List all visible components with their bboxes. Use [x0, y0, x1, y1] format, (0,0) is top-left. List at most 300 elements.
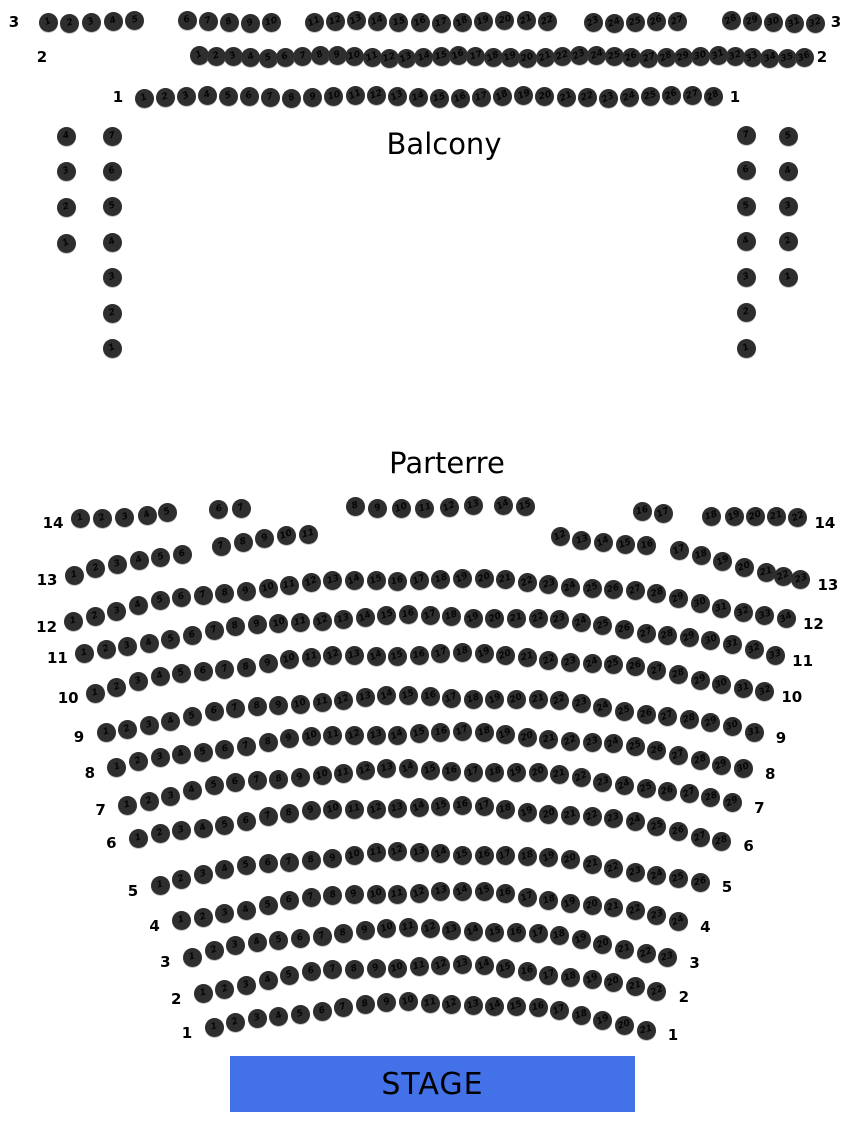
- seat[interactable]: [140, 634, 159, 653]
- seat[interactable]: [232, 499, 251, 518]
- seat[interactable]: [388, 726, 407, 745]
- seat[interactable]: [345, 571, 364, 590]
- seat[interactable]: [259, 971, 278, 990]
- seat[interactable]: [501, 48, 520, 67]
- seat[interactable]: [453, 13, 472, 32]
- seat[interactable]: [622, 48, 641, 67]
- seat[interactable]: [442, 921, 461, 940]
- seat[interactable]: [737, 339, 756, 358]
- seat[interactable]: [207, 47, 226, 66]
- seat[interactable]: [670, 541, 689, 560]
- seat[interactable]: [485, 997, 504, 1016]
- seat[interactable]: [475, 723, 494, 742]
- seat[interactable]: [219, 87, 238, 106]
- seat[interactable]: [240, 87, 259, 106]
- seat[interactable]: [172, 745, 191, 764]
- seat[interactable]: [367, 571, 386, 590]
- seat[interactable]: [97, 723, 116, 742]
- seat[interactable]: [518, 962, 537, 981]
- seat[interactable]: [323, 726, 342, 745]
- seat[interactable]: [615, 776, 634, 795]
- seat[interactable]: [115, 508, 134, 527]
- seat[interactable]: [237, 658, 256, 677]
- seat[interactable]: [103, 197, 122, 216]
- seat[interactable]: [313, 927, 332, 946]
- seat[interactable]: [130, 551, 149, 570]
- seat[interactable]: [205, 1018, 224, 1037]
- seat[interactable]: [118, 796, 137, 815]
- seat[interactable]: [538, 12, 557, 31]
- seat[interactable]: [237, 976, 256, 995]
- seat[interactable]: [151, 748, 170, 767]
- seat[interactable]: [743, 48, 762, 67]
- seat[interactable]: [495, 11, 514, 30]
- seat[interactable]: [496, 846, 515, 865]
- seat[interactable]: [647, 906, 666, 925]
- seat[interactable]: [377, 686, 396, 705]
- seat[interactable]: [377, 606, 396, 625]
- seat[interactable]: [605, 47, 624, 66]
- seat[interactable]: [529, 998, 548, 1017]
- seat[interactable]: [755, 606, 774, 625]
- seat[interactable]: [615, 620, 634, 639]
- seat[interactable]: [723, 717, 742, 736]
- seat[interactable]: [442, 689, 461, 708]
- seat[interactable]: [172, 664, 191, 683]
- seat[interactable]: [517, 11, 536, 30]
- seat[interactable]: [39, 13, 58, 32]
- seat[interactable]: [259, 854, 278, 873]
- seat[interactable]: [572, 613, 591, 632]
- seat[interactable]: [82, 13, 101, 32]
- seat[interactable]: [194, 586, 213, 605]
- seat[interactable]: [302, 573, 321, 592]
- seat[interactable]: [464, 609, 483, 628]
- seat[interactable]: [104, 12, 123, 31]
- seat[interactable]: [507, 923, 526, 942]
- seat[interactable]: [737, 268, 756, 287]
- seat[interactable]: [377, 759, 396, 778]
- seat[interactable]: [683, 86, 702, 105]
- seat[interactable]: [269, 770, 288, 789]
- seat[interactable]: [347, 11, 366, 30]
- seat[interactable]: [626, 863, 645, 882]
- seat[interactable]: [269, 614, 288, 633]
- seat[interactable]: [367, 726, 386, 745]
- seat[interactable]: [302, 801, 321, 820]
- seat[interactable]: [529, 690, 548, 709]
- seat[interactable]: [248, 771, 267, 790]
- seat[interactable]: [570, 46, 589, 65]
- seat[interactable]: [64, 612, 83, 631]
- seat[interactable]: [464, 496, 483, 515]
- seat[interactable]: [161, 787, 180, 806]
- seat[interactable]: [356, 921, 375, 940]
- seat[interactable]: [399, 992, 418, 1011]
- seat[interactable]: [725, 507, 744, 526]
- seat[interactable]: [118, 720, 137, 739]
- seat[interactable]: [421, 761, 440, 780]
- seat[interactable]: [431, 723, 450, 742]
- seat[interactable]: [764, 13, 783, 32]
- seat[interactable]: [691, 751, 710, 770]
- seat[interactable]: [190, 46, 209, 65]
- seat[interactable]: [103, 162, 122, 181]
- seat[interactable]: [259, 733, 278, 752]
- seat[interactable]: [432, 14, 451, 33]
- seat[interactable]: [578, 88, 597, 107]
- seat[interactable]: [363, 48, 382, 67]
- seat[interactable]: [584, 13, 603, 32]
- seat[interactable]: [734, 759, 753, 778]
- seat[interactable]: [493, 87, 512, 106]
- seat[interactable]: [453, 643, 472, 662]
- seat[interactable]: [583, 579, 602, 598]
- seat[interactable]: [86, 684, 105, 703]
- seat[interactable]: [647, 741, 666, 760]
- seat[interactable]: [669, 746, 688, 765]
- seat[interactable]: [442, 995, 461, 1014]
- seat[interactable]: [118, 637, 137, 656]
- seat[interactable]: [215, 860, 234, 879]
- seat[interactable]: [518, 888, 537, 907]
- seat[interactable]: [496, 725, 515, 744]
- seat[interactable]: [282, 89, 301, 108]
- seat[interactable]: [334, 691, 353, 710]
- seat[interactable]: [583, 807, 602, 826]
- seat[interactable]: [323, 571, 342, 590]
- seat[interactable]: [410, 724, 429, 743]
- seat[interactable]: [377, 993, 396, 1012]
- seat[interactable]: [777, 609, 796, 628]
- seat[interactable]: [680, 784, 699, 803]
- seat[interactable]: [368, 499, 387, 518]
- seat[interactable]: [324, 87, 343, 106]
- seat[interactable]: [313, 612, 332, 631]
- seat[interactable]: [161, 712, 180, 731]
- seat[interactable]: [760, 49, 779, 68]
- seat[interactable]: [791, 570, 810, 589]
- seat[interactable]: [779, 232, 798, 251]
- seat[interactable]: [305, 13, 324, 32]
- seat[interactable]: [713, 552, 732, 571]
- seat[interactable]: [550, 765, 569, 784]
- seat[interactable]: [507, 997, 526, 1016]
- seat[interactable]: [658, 707, 677, 726]
- seat[interactable]: [743, 12, 762, 31]
- seat[interactable]: [172, 870, 191, 889]
- seat[interactable]: [293, 47, 312, 66]
- seat[interactable]: [626, 737, 645, 756]
- seat[interactable]: [626, 901, 645, 920]
- seat[interactable]: [518, 648, 537, 667]
- seat[interactable]: [259, 896, 278, 915]
- seat[interactable]: [475, 644, 494, 663]
- seat[interactable]: [215, 816, 234, 835]
- seat[interactable]: [107, 602, 126, 621]
- seat[interactable]: [226, 617, 245, 636]
- seat[interactable]: [637, 1021, 656, 1040]
- seat[interactable]: [633, 502, 652, 521]
- seat[interactable]: [723, 635, 742, 654]
- seat[interactable]: [103, 304, 122, 323]
- seat[interactable]: [356, 761, 375, 780]
- seat[interactable]: [215, 980, 234, 999]
- seat[interactable]: [410, 843, 429, 862]
- seat[interactable]: [421, 919, 440, 938]
- seat[interactable]: [496, 570, 515, 589]
- seat[interactable]: [669, 912, 688, 931]
- seat[interactable]: [269, 1007, 288, 1026]
- seat[interactable]: [583, 654, 602, 673]
- seat[interactable]: [518, 728, 537, 747]
- seat[interactable]: [129, 752, 148, 771]
- seat[interactable]: [616, 535, 635, 554]
- seat[interactable]: [151, 591, 170, 610]
- seat[interactable]: [248, 1009, 267, 1028]
- seat[interactable]: [593, 1011, 612, 1030]
- seat[interactable]: [261, 88, 280, 107]
- seat[interactable]: [539, 730, 558, 749]
- seat[interactable]: [692, 546, 711, 565]
- seat[interactable]: [449, 46, 468, 65]
- seat[interactable]: [125, 11, 144, 30]
- seat[interactable]: [280, 966, 299, 985]
- seat[interactable]: [779, 268, 798, 287]
- seat[interactable]: [311, 46, 330, 65]
- seat[interactable]: [464, 690, 483, 709]
- seat[interactable]: [138, 506, 157, 525]
- seat[interactable]: [561, 806, 580, 825]
- seat[interactable]: [291, 768, 310, 787]
- seat[interactable]: [302, 727, 321, 746]
- seat[interactable]: [410, 957, 429, 976]
- seat[interactable]: [701, 713, 720, 732]
- seat[interactable]: [496, 884, 515, 903]
- seat[interactable]: [280, 729, 299, 748]
- seat[interactable]: [658, 782, 677, 801]
- seat[interactable]: [302, 648, 321, 667]
- seat[interactable]: [669, 589, 688, 608]
- seat[interactable]: [205, 941, 224, 960]
- seat[interactable]: [57, 162, 76, 181]
- seat[interactable]: [647, 661, 666, 680]
- seat[interactable]: [107, 758, 126, 777]
- seat[interactable]: [680, 628, 699, 647]
- seat[interactable]: [668, 12, 687, 31]
- seat[interactable]: [669, 869, 688, 888]
- seat[interactable]: [583, 970, 602, 989]
- seat[interactable]: [691, 873, 710, 892]
- seat[interactable]: [259, 654, 278, 673]
- seat[interactable]: [399, 918, 418, 937]
- seat[interactable]: [626, 977, 645, 996]
- seat[interactable]: [496, 959, 515, 978]
- seat[interactable]: [212, 537, 231, 556]
- seat[interactable]: [129, 672, 148, 691]
- seat[interactable]: [615, 702, 634, 721]
- seat[interactable]: [107, 678, 126, 697]
- seat[interactable]: [368, 12, 387, 31]
- seat[interactable]: [620, 88, 639, 107]
- seat[interactable]: [767, 507, 786, 526]
- seat[interactable]: [280, 650, 299, 669]
- seat[interactable]: [529, 609, 548, 628]
- seat[interactable]: [626, 13, 645, 32]
- seat[interactable]: [86, 559, 105, 578]
- seat[interactable]: [691, 828, 710, 847]
- seat[interactable]: [215, 904, 234, 923]
- seat[interactable]: [485, 923, 504, 942]
- seat[interactable]: [280, 891, 299, 910]
- seat[interactable]: [561, 894, 580, 913]
- seat[interactable]: [604, 859, 623, 878]
- seat[interactable]: [259, 49, 278, 68]
- seat[interactable]: [276, 48, 295, 67]
- seat[interactable]: [604, 580, 623, 599]
- seat[interactable]: [194, 662, 213, 681]
- seat[interactable]: [626, 581, 645, 600]
- seat[interactable]: [345, 960, 364, 979]
- seat[interactable]: [313, 766, 332, 785]
- seat[interactable]: [248, 933, 267, 952]
- seat[interactable]: [691, 47, 710, 66]
- seat[interactable]: [723, 793, 742, 812]
- seat[interactable]: [626, 657, 645, 676]
- seat[interactable]: [248, 697, 267, 716]
- seat[interactable]: [431, 644, 450, 663]
- seat[interactable]: [637, 944, 656, 963]
- seat[interactable]: [194, 819, 213, 838]
- seat[interactable]: [237, 856, 256, 875]
- seat[interactable]: [291, 613, 310, 632]
- seat[interactable]: [774, 567, 793, 586]
- seat[interactable]: [475, 846, 494, 865]
- seat[interactable]: [367, 885, 386, 904]
- seat[interactable]: [194, 908, 213, 927]
- seat[interactable]: [388, 959, 407, 978]
- seat[interactable]: [156, 88, 175, 107]
- seat[interactable]: [346, 86, 365, 105]
- seat[interactable]: [529, 763, 548, 782]
- seat[interactable]: [409, 88, 428, 107]
- seat[interactable]: [57, 234, 76, 253]
- seat[interactable]: [507, 609, 526, 628]
- seat[interactable]: [205, 621, 224, 640]
- seat[interactable]: [737, 161, 756, 180]
- seat[interactable]: [399, 686, 418, 705]
- seat[interactable]: [388, 842, 407, 861]
- seat[interactable]: [593, 773, 612, 792]
- seat[interactable]: [226, 1013, 245, 1032]
- seat[interactable]: [529, 924, 548, 943]
- seat[interactable]: [669, 822, 688, 841]
- seat[interactable]: [518, 573, 537, 592]
- seat[interactable]: [345, 47, 364, 66]
- seat[interactable]: [583, 896, 602, 915]
- seat[interactable]: [637, 624, 656, 643]
- seat[interactable]: [704, 87, 723, 106]
- seat[interactable]: [410, 884, 429, 903]
- seat[interactable]: [255, 529, 274, 548]
- seat[interactable]: [291, 929, 310, 948]
- seat[interactable]: [97, 640, 116, 659]
- seat[interactable]: [183, 707, 202, 726]
- seat[interactable]: [539, 651, 558, 670]
- seat[interactable]: [323, 849, 342, 868]
- seat[interactable]: [86, 607, 105, 626]
- seat[interactable]: [442, 607, 461, 626]
- seat[interactable]: [151, 548, 170, 567]
- seat[interactable]: [151, 876, 170, 895]
- seat[interactable]: [367, 843, 386, 862]
- seat[interactable]: [712, 832, 731, 851]
- seat[interactable]: [561, 578, 580, 597]
- seat[interactable]: [397, 49, 416, 68]
- seat[interactable]: [518, 803, 537, 822]
- seat[interactable]: [779, 197, 798, 216]
- seat[interactable]: [432, 47, 451, 66]
- seat[interactable]: [494, 496, 513, 515]
- seat[interactable]: [392, 499, 411, 518]
- seat[interactable]: [647, 12, 666, 31]
- seat[interactable]: [388, 885, 407, 904]
- seat[interactable]: [475, 882, 494, 901]
- seat[interactable]: [604, 809, 623, 828]
- seat[interactable]: [604, 655, 623, 674]
- seat[interactable]: [485, 763, 504, 782]
- seat[interactable]: [345, 885, 364, 904]
- seat[interactable]: [474, 12, 493, 31]
- seat[interactable]: [485, 609, 504, 628]
- seat[interactable]: [442, 762, 461, 781]
- seat[interactable]: [662, 86, 681, 105]
- seat[interactable]: [472, 88, 491, 107]
- seat[interactable]: [647, 817, 666, 836]
- seat[interactable]: [183, 781, 202, 800]
- seat[interactable]: [334, 924, 353, 943]
- seat[interactable]: [226, 936, 245, 955]
- seat[interactable]: [65, 566, 84, 585]
- seat[interactable]: [151, 824, 170, 843]
- seat[interactable]: [572, 930, 591, 949]
- seat[interactable]: [637, 779, 656, 798]
- seat[interactable]: [323, 800, 342, 819]
- seat[interactable]: [410, 798, 429, 817]
- seat[interactable]: [639, 49, 658, 68]
- seat[interactable]: [259, 579, 278, 598]
- seat[interactable]: [205, 702, 224, 721]
- seat[interactable]: [496, 646, 515, 665]
- seat[interactable]: [411, 13, 430, 32]
- seat[interactable]: [722, 11, 741, 30]
- seat[interactable]: [539, 848, 558, 867]
- seat[interactable]: [431, 570, 450, 589]
- seat[interactable]: [475, 569, 494, 588]
- seat[interactable]: [57, 127, 76, 146]
- seat[interactable]: [303, 88, 322, 107]
- seat[interactable]: [647, 584, 666, 603]
- seat[interactable]: [637, 705, 656, 724]
- seat[interactable]: [779, 162, 798, 181]
- seat[interactable]: [551, 527, 570, 546]
- seat[interactable]: [514, 86, 533, 105]
- seat[interactable]: [103, 127, 122, 146]
- seat[interactable]: [806, 14, 825, 33]
- seat[interactable]: [328, 46, 347, 65]
- seat[interactable]: [313, 1002, 332, 1021]
- seat[interactable]: [313, 693, 332, 712]
